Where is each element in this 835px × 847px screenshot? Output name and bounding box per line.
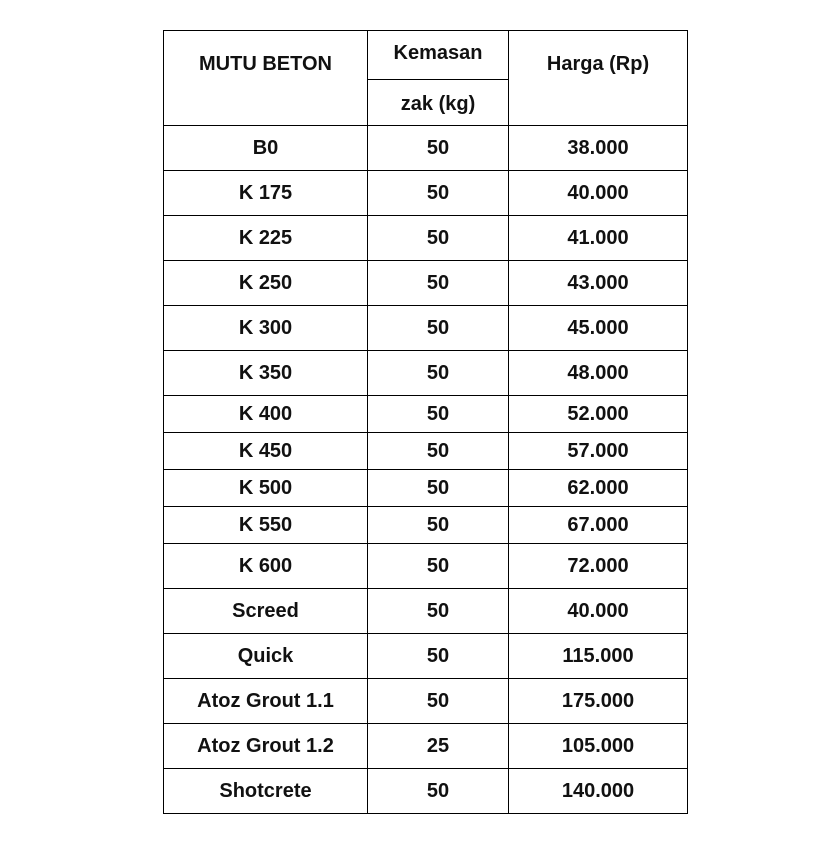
cell-mutu: K 175 xyxy=(164,171,368,216)
cell-zak: 50 xyxy=(368,679,509,724)
table-row xyxy=(164,724,688,769)
header-row xyxy=(164,31,688,80)
cell-mutu: Quick xyxy=(164,634,368,679)
cell-harga: 43.000 xyxy=(509,261,688,306)
table-row xyxy=(164,306,688,351)
cell-zak: 50 xyxy=(368,396,509,433)
cell-mutu: Screed xyxy=(164,589,368,634)
cell-harga: 57.000 xyxy=(509,433,688,470)
cell-mutu: Atoz Grout 1.1 xyxy=(164,679,368,724)
cell-mutu: K 300 xyxy=(164,306,368,351)
table-row xyxy=(164,351,688,396)
table-row xyxy=(164,216,688,261)
cell-mutu: Shotcrete xyxy=(164,769,368,814)
table-row xyxy=(164,679,688,724)
table-row xyxy=(164,171,688,216)
header-harga: Harga (Rp) xyxy=(509,31,688,126)
table-row xyxy=(164,589,688,634)
cell-mutu: Atoz Grout 1.2 xyxy=(164,724,368,769)
cell-zak: 25 xyxy=(368,724,509,769)
cell-zak: 50 xyxy=(368,306,509,351)
cell-zak: 50 xyxy=(368,126,509,171)
header-mutu-beton: MUTU BETON xyxy=(164,31,368,126)
cell-zak: 50 xyxy=(368,216,509,261)
table-row xyxy=(164,261,688,306)
cell-harga: 48.000 xyxy=(509,351,688,396)
cell-harga: 105.000 xyxy=(509,724,688,769)
cell-harga: 40.000 xyxy=(509,589,688,634)
table-row xyxy=(164,433,688,470)
cell-zak: 50 xyxy=(368,171,509,216)
header-zak-kg: zak (kg) xyxy=(368,80,509,126)
cell-zak: 50 xyxy=(368,351,509,396)
cell-mutu: K 450 xyxy=(164,433,368,470)
cell-harga: 67.000 xyxy=(509,507,688,544)
cell-harga: 140.000 xyxy=(509,769,688,814)
cell-harga: 175.000 xyxy=(509,679,688,724)
cell-harga: 45.000 xyxy=(509,306,688,351)
cell-mutu: B0 xyxy=(164,126,368,171)
header-kemasan: Kemasan xyxy=(368,31,509,80)
table-row xyxy=(164,544,688,589)
price-table xyxy=(163,30,688,814)
cell-mutu: K 350 xyxy=(164,351,368,396)
cell-zak: 50 xyxy=(368,769,509,814)
cell-mutu: K 550 xyxy=(164,507,368,544)
table-row xyxy=(164,396,688,433)
table-row xyxy=(164,126,688,171)
cell-mutu: K 600 xyxy=(164,544,368,589)
cell-zak: 50 xyxy=(368,634,509,679)
cell-mutu: K 250 xyxy=(164,261,368,306)
cell-harga: 115.000 xyxy=(509,634,688,679)
cell-zak: 50 xyxy=(368,544,509,589)
cell-harga: 41.000 xyxy=(509,216,688,261)
cell-harga: 52.000 xyxy=(509,396,688,433)
cell-zak: 50 xyxy=(368,589,509,634)
cell-harga: 62.000 xyxy=(509,470,688,507)
cell-zak: 50 xyxy=(368,507,509,544)
cell-zak: 50 xyxy=(368,261,509,306)
cell-zak: 50 xyxy=(368,470,509,507)
cell-harga: 72.000 xyxy=(509,544,688,589)
cell-mutu: K 500 xyxy=(164,470,368,507)
table-row xyxy=(164,769,688,814)
table-row xyxy=(164,634,688,679)
cell-mutu: K 225 xyxy=(164,216,368,261)
cell-zak: 50 xyxy=(368,433,509,470)
cell-harga: 38.000 xyxy=(509,126,688,171)
cell-harga: 40.000 xyxy=(509,171,688,216)
cell-mutu: K 400 xyxy=(164,396,368,433)
table-row xyxy=(164,507,688,544)
table-row xyxy=(164,470,688,507)
